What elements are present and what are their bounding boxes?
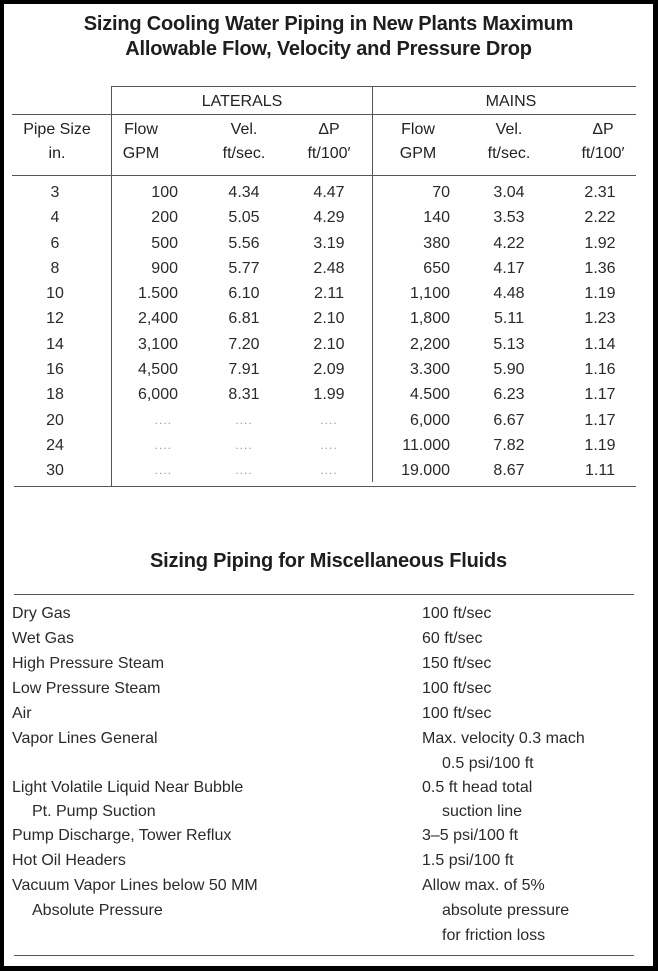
pipe-size-cell: 10 xyxy=(46,285,64,303)
pipe-size-cell: 24 xyxy=(46,436,64,454)
mains-flow-cell: 140 xyxy=(423,209,450,227)
pipe-size-cell: 30 xyxy=(46,462,64,480)
mains-vel-cell: 5.11 xyxy=(494,310,524,328)
col-pipe-size xyxy=(24,180,86,484)
laterals-dp-cell: .... xyxy=(320,463,338,478)
pipe-size-cell: 16 xyxy=(46,361,64,379)
misc-table-title: Sizing Piping for Miscellaneous Fluids xyxy=(150,550,507,572)
header-top-rule xyxy=(112,86,636,87)
laterals-vel-cell: .... xyxy=(235,412,253,427)
mains-dp-cell: 1.16 xyxy=(584,361,616,379)
laterals-dp-cell: 3.19 xyxy=(313,234,345,252)
laterals-dp-cell: .... xyxy=(320,437,338,452)
laterals-dp-cell: 4.47 xyxy=(313,184,345,201)
laterals-flow-cell: 100 xyxy=(151,184,178,201)
col-laterals-dp xyxy=(294,180,364,484)
cooling-table-title xyxy=(4,12,653,62)
mains-flow-cell: 650 xyxy=(423,259,450,277)
laterals-flow-cell: 500 xyxy=(151,234,178,252)
pipe-size-cell: 20 xyxy=(46,411,64,429)
laterals-flow-cell: .... xyxy=(154,437,172,452)
mains-flow-cell: 2,200 xyxy=(409,335,450,353)
laterals-flow-cell: 900 xyxy=(151,259,178,277)
laterals-dp-cell: .... xyxy=(320,412,338,427)
laterals-vel-cell: 6.81 xyxy=(228,310,260,328)
mains-vel-cell: 8.67 xyxy=(493,462,525,480)
mains-vel-cell: 4.48 xyxy=(493,285,525,303)
laterals-vel-cell: 7.20 xyxy=(228,335,260,353)
mains-flow-cell: 1,100 xyxy=(409,285,450,303)
mains-dp-cell: 1.17 xyxy=(584,386,616,404)
laterals-flow-cell: 6,000 xyxy=(137,386,178,404)
mains-flow-cell: 11.000 xyxy=(402,436,450,454)
col-header-mains-flow: Flow GPM xyxy=(399,121,437,162)
pipe-size-cell: 3 xyxy=(50,184,60,201)
mains-vel-cell: 4.22 xyxy=(493,234,525,252)
laterals-flow-cell: 4,500 xyxy=(137,361,178,379)
mains-dp-cell: 2.22 xyxy=(584,209,616,227)
laterals-dp-cell: 4.29 xyxy=(313,209,345,227)
cooling-table-title-line2: Allowable Flow, Velocity and Pressure Drop xyxy=(125,38,532,60)
mains-vel-cell: 3.04 xyxy=(493,184,525,201)
col-mains-flow xyxy=(384,180,450,484)
mains-vel-cell: 6.67 xyxy=(493,411,525,429)
mains-flow-cell: 1,800 xyxy=(409,310,450,328)
laterals-vel-cell: 5.77 xyxy=(228,259,260,277)
laterals-flow-cell: .... xyxy=(154,412,172,427)
mains-vel-cell: 5.13 xyxy=(493,335,525,353)
mains-dp-cell: 1.17 xyxy=(584,411,616,429)
laterals-flow-cell: 3,100 xyxy=(137,335,178,353)
col-header-laterals-flow: Flow GPM xyxy=(122,121,160,162)
pipe-size-cell: 14 xyxy=(46,335,64,353)
mains-dp-cell: 1.36 xyxy=(584,259,616,277)
laterals-dp-cell: 1.99 xyxy=(313,386,345,404)
group-header-rule xyxy=(12,114,636,115)
mains-vel-cell: 4.17 xyxy=(493,259,525,277)
column-header-bottom-rule xyxy=(12,175,636,176)
mains-flow-cell: 3.300 xyxy=(409,361,450,379)
col-mains-dp xyxy=(570,180,630,484)
document-page: Sizing Cooling Water Piping in New Plants Maximum Allowable Flow, Velocity and Pressure Drop LATERALS MAINS Pipe Size in. Flow GPM Vel. ft/sec. ΔP ft/100′ Flow GPM Vel. ft/sec. ΔP ft/100′ 3 4 6 8 10 12 14 16 18 20 24 30 100 200 500 900 1.500 2,400 3,100 4,500 6,000 .... .... .... 4.34 5.05 5.56 5.77 6.10 6.81 7.20 7.91 8.31 .... .... .... 4.47 4.29 3.19 2.48 2.11 2.10 2.10 2.09 1.99 .... .... .... 70 140 380 650 1,100 1,800 2,200 3.300 4.500 6,000 11.000 19.000 3.04 3.53 4.22 4.17 4.48 5.11 5.13 5.90 6.23 6.67 7.82 8.67 2.31 2.22 1.92 1.36 1.19 1.23 1.14 1.16 1.17 1.17 1.19 1.11 Sizing Piping for Miscellaneous Fluids Dry Gas 100 ft/sec Wet Gas 60 ft/sec High Pressure Steam 150 ft/sec Low Pressure Steam 100 ft/sec Air 100 ft/sec Vapor Lines General Max. velocity 0.3 mach 0.5 psi/100 ft Light Volatile Liquid Near Bubble 0.5 ft head total Pt. Pump Suction suction line Pump Discharge, Tower Reflux 3–5 psi/100 ft Hot Oil Headers 1.5 psi/100 ft Vacuum Vapor Lines below 50 MM Allow max. of 5% Absolute Pressure absolute pressure for friction loss xyxy=(4,4,653,966)
laterals-vel-cell: .... xyxy=(235,463,253,478)
laterals-vel-cell: 8.31 xyxy=(228,386,260,404)
col-header-mains-vel: Vel. ft/sec. xyxy=(487,121,531,162)
laterals-dp-cell: 2.09 xyxy=(313,361,345,379)
mains-dp-cell: 2.31 xyxy=(584,184,616,201)
laterals-flow-cell: .... xyxy=(154,463,172,478)
mains-flow-cell: 70 xyxy=(432,184,450,201)
laterals-flow-cell: 2,400 xyxy=(137,310,178,328)
mains-vel-cell: 3.53 xyxy=(493,209,525,227)
pipe-size-cell: 12 xyxy=(46,310,64,328)
mains-flow-cell: 380 xyxy=(423,234,450,252)
pipe-size-cell: 8 xyxy=(50,259,60,277)
laterals-group-header: LATERALS xyxy=(201,93,283,110)
mains-dp-cell: 1.11 xyxy=(585,462,615,480)
laterals-vel-cell: 5.05 xyxy=(228,209,260,227)
misc-table-top-rule xyxy=(14,594,634,595)
misc-table-bottom-rule xyxy=(14,955,634,956)
mains-dp-cell: 1.92 xyxy=(584,234,616,252)
mains-flow-cell: 19.000 xyxy=(401,462,450,480)
laterals-vel-cell: 4.34 xyxy=(228,184,260,201)
col-header-laterals-vel: Vel. ft/sec. xyxy=(222,121,266,162)
mains-vel-cell: 6.23 xyxy=(493,386,525,404)
laterals-flow-cell: 200 xyxy=(151,209,178,227)
laterals-dp-cell: 2.10 xyxy=(313,310,345,328)
col-header-mains-dp: ΔP ft/100′ xyxy=(581,121,625,162)
pipe-size-cell: 4 xyxy=(50,209,60,227)
laterals-flow-cell: 1.500 xyxy=(137,285,178,303)
mains-dp-cell: 1.14 xyxy=(584,335,616,353)
mains-group-header: MAINS xyxy=(485,93,537,110)
laterals-dp-cell: 2.10 xyxy=(313,335,345,353)
mains-vel-cell: 7.82 xyxy=(493,436,525,454)
pipe-size-cell: 6 xyxy=(50,234,60,252)
laterals-mains-divider xyxy=(372,86,373,482)
laterals-vel-cell: 5.56 xyxy=(228,234,260,252)
col-laterals-flow xyxy=(114,180,178,484)
col-mains-vel xyxy=(479,180,539,484)
laterals-dp-cell: 2.48 xyxy=(313,259,345,277)
laterals-vel-cell: 6.10 xyxy=(228,285,260,303)
cooling-table-title-line1: Sizing Cooling Water Piping in New Plants Maximum xyxy=(83,13,574,35)
col-header-laterals-dp: ΔP ft/100′ xyxy=(307,121,351,162)
laterals-vel-cell: .... xyxy=(235,437,253,452)
pipe-size-cell: 18 xyxy=(46,386,64,404)
mains-dp-cell: 1.19 xyxy=(584,436,616,454)
mains-dp-cell: 1.19 xyxy=(584,285,616,303)
mains-flow-cell: 6,000 xyxy=(409,411,450,429)
col-header-pipe-size: Pipe Size in. xyxy=(23,121,91,162)
mains-vel-cell: 5.90 xyxy=(493,361,525,379)
col-laterals-vel xyxy=(209,180,279,484)
laterals-vel-cell: 7.91 xyxy=(228,361,260,379)
pipe-size-divider xyxy=(111,86,112,486)
laterals-dp-cell: 2.11 xyxy=(314,285,344,303)
mains-dp-cell: 1.23 xyxy=(584,310,616,328)
cooling-table-bottom-rule xyxy=(14,486,636,487)
mains-flow-cell: 4.500 xyxy=(409,386,450,404)
